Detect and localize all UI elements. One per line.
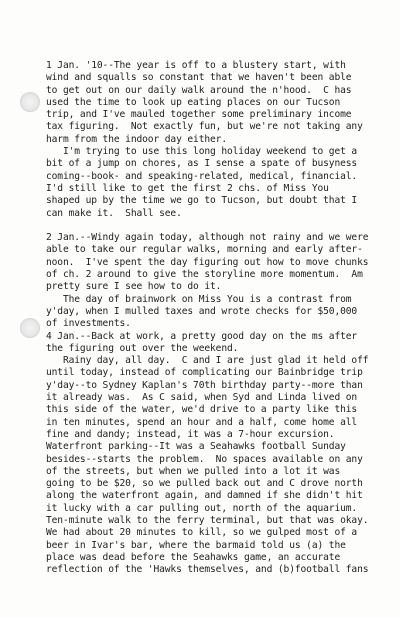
text-line: wind and squalls so constant that we haven't been able <box>46 72 352 84</box>
text-line: beer in Ivar's bar, where the barmaid told us (a) the <box>46 539 346 551</box>
text-line: I'm trying to use this long holiday weekend to get a <box>46 146 358 158</box>
punch-hole <box>20 318 40 338</box>
text-line: place was dead before the Seahawks game, an accurate <box>46 551 341 563</box>
text-line: along the waterfront again, and damned if she didn't hit <box>46 490 363 502</box>
text-line: fine and dandy; instead, it was a 7-hour excursion. <box>46 428 335 440</box>
journal-text <box>46 60 398 576</box>
text-line: 1 Jan. '10--The year is off to a blustery start, with <box>46 60 346 71</box>
paragraph-gap <box>46 220 398 232</box>
text-line: bit of a jump on chores, as I sense a spate of busyness <box>46 158 358 170</box>
text-line: The day of brainwork on Miss You is a contrast from <box>46 293 352 305</box>
text-line: reflection of the 'Hawks themselves, and (b)football fans <box>46 564 369 576</box>
text-line: Rainy day, all day. C and I are just glad it held off <box>46 355 369 367</box>
text-line: able to take our regular walks, morning and early after- <box>46 244 363 256</box>
text-line: it lucky with a car pulling out, north of the aquarium. <box>46 502 358 514</box>
text-line: the figuring out over the weekend. <box>46 342 239 354</box>
text-line: coming--book- and speaking-related, medical, financial. <box>46 170 358 182</box>
punch-hole <box>20 92 40 112</box>
journal-paragraph <box>46 60 398 146</box>
text-line: Ten-minute walk to the ferry terminal, but that was okay. <box>46 514 369 526</box>
journal-paragraph <box>46 294 398 331</box>
text-line: it already was. As C said, when Syd and Linda lived on <box>46 392 358 404</box>
text-line: pretty sure I see how to do it. <box>46 281 222 293</box>
journal-paragraph <box>46 232 398 293</box>
text-line: y'day--to Sydney Kaplan's 70th birthday party--more than <box>46 379 363 391</box>
text-line: of the streets, but when we pulled into a lot it was <box>46 465 341 477</box>
text-line: this side of the water, we'd drive to a party like this <box>46 404 358 416</box>
text-line: noon. I've spent the day figuring out how to move chunks <box>46 256 369 268</box>
text-line: of ch. 2 around to give the storyline more momentum. Am <box>46 269 363 281</box>
text-line: in ten minutes, spend an hour and a half, come home all <box>46 416 358 428</box>
text-line: of investments. <box>46 318 131 330</box>
journal-paragraph <box>46 331 398 356</box>
text-line: 4 Jan.--Back at work, a pretty good day on the ms after <box>46 330 358 342</box>
text-line: 2 Jan.--Windy again today, although not rainy and we were <box>46 232 369 244</box>
text-line: going to be $20, so we pulled back out and C drove north <box>46 478 363 490</box>
text-line: Waterfront parking--It was a Seahawks football Sunday <box>46 441 346 453</box>
text-line: shaped up by the time we go to Tucson, but doubt that I <box>46 195 358 207</box>
text-line: can make it. Shall see. <box>46 207 182 219</box>
text-line: besides--starts the problem. No spaces available on any <box>46 453 363 465</box>
text-line: tax figuring. Not exactly fun, but we're not taking any <box>46 121 363 133</box>
text-line: to get out on our daily walk around the n'hood. C has <box>46 84 352 96</box>
text-line: trip, and I've mauled together some preliminary income <box>46 109 352 121</box>
text-line: y'day, when I mulled taxes and wrote checks for $50,000 <box>46 305 358 317</box>
journal-paragraph <box>46 146 398 220</box>
journal-paragraph <box>46 355 398 576</box>
text-line: used the time to look up eating places on our Tucson <box>46 96 341 108</box>
text-line: until today, instead of complicating our Bainbridge trip <box>46 367 363 379</box>
text-line: We had about 20 minutes to kill, so we gulped most of a <box>46 527 358 539</box>
text-line: I'd still like to get the first 2 chs. of Miss You <box>46 182 329 194</box>
text-line: harm from the indoor day either. <box>46 133 227 145</box>
